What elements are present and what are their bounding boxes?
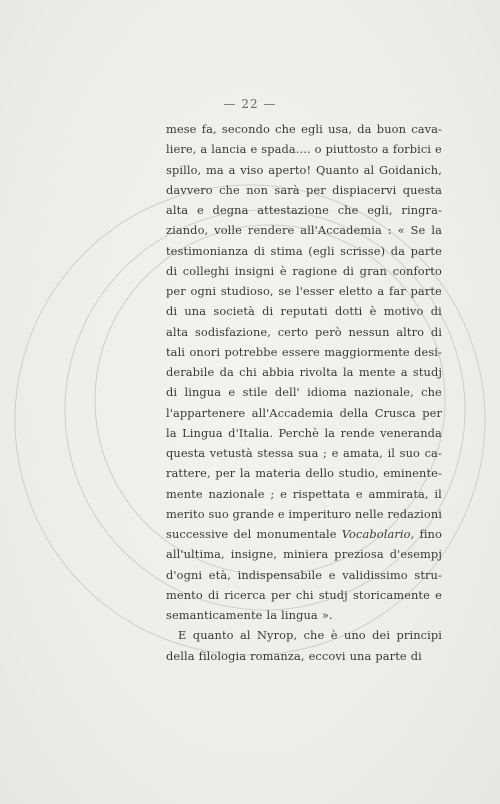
text-line: rattere, per la materia dello studio, eminente- [166, 466, 442, 481]
text-line: derabile da chi abbia rivolta la mente a studj [166, 365, 442, 379]
text-line: liere, a lancia e spada.... o piuttosto a forbici e [166, 142, 442, 157]
text-line: alta e degna attestazione che egli, ringra- [166, 203, 442, 217]
text-line: spillo, ma a viso aperto! Quanto al Goidanich, [166, 162, 442, 177]
text-line: della filologia romanza, eccovi una parte di [166, 648, 422, 663]
text-line: la Lingua d'Italia. Perchè la rende veneranda [166, 425, 442, 440]
page-number: — 22 — [223, 97, 277, 111]
text-line: mese fa, secondo che egli usa, da buon cava- [166, 122, 442, 136]
body-text [166, 119, 442, 666]
text-line: semanticamente la lingua ». [166, 608, 333, 622]
text-line: di colleghi insigni è ragione di gran conforto [166, 263, 442, 278]
text-line: d'ogni età, indispensabile e validissimo stru- [166, 567, 442, 582]
text-line: merito suo grande e imperituro nelle redazioni [166, 506, 442, 521]
text-line: questa vetustà stessa sua ; e amata, il suo ca- [166, 446, 442, 460]
text-line: successive del monumentale Vocabolario, fino [166, 527, 442, 541]
text-line: tali onori potrebbe essere maggiormente desi- [166, 344, 442, 359]
text-line: l'appartenere all'Accademia della Crusca per [166, 405, 442, 420]
text-line: testimonianza di stima (egli scrisse) da parte [166, 243, 442, 258]
text-line: mento di ricerca per chi studj storicamente e [166, 587, 442, 602]
text-line: E quanto al Nyrop, che è uno dei principi [178, 628, 442, 643]
text-line: di lingua e stile dell' idioma nazionale, che [166, 385, 442, 400]
text-line: alta sodisfazione, certo però nessun altro di [166, 324, 442, 339]
text-line: di una società di reputati dotti è motivo di [166, 304, 442, 319]
text-line: per ogni studioso, se l'esser eletto a far parte [166, 284, 442, 298]
text-line: ziando, volle rendere all'Accademia : « Se la [166, 223, 442, 238]
text-line: davvero che non sarà per dispiacervi questa [166, 182, 442, 197]
text-line: mente nazionale ; e rispettata e ammirata, il [166, 486, 442, 501]
text-line: all'ultima, insigne, miniera preziosa d'esempj [166, 547, 442, 562]
